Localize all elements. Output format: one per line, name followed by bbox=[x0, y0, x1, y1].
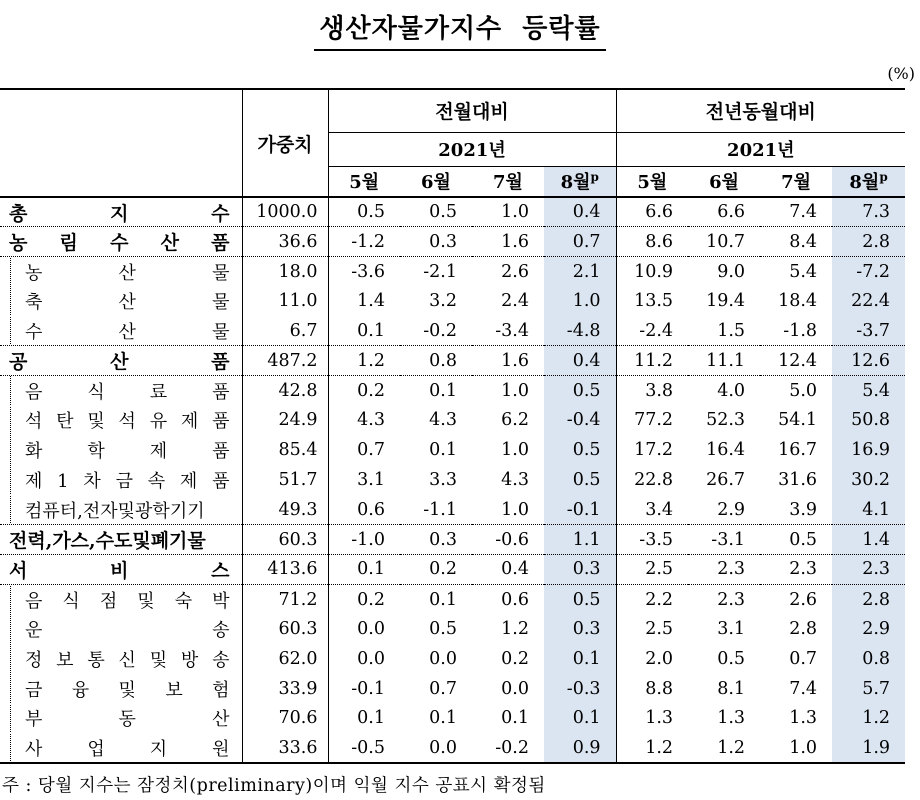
footnote: 주 : 당월 지수는 잠정치(preliminary)이며 익월 지수 공표시 확정됨 bbox=[2, 776, 546, 797]
cell-mom-jul: -3.4 bbox=[495, 320, 529, 341]
cell-mom-may: 0.1 bbox=[357, 320, 385, 341]
cell-mom-aug-prelim: -0.4 bbox=[544, 406, 616, 436]
cell-yoy-aug-prelim: 22.4 bbox=[832, 286, 905, 316]
ppi-table bbox=[0, 88, 905, 764]
prelim-superscript: p bbox=[590, 170, 599, 185]
cell-weight: 11.0 bbox=[242, 286, 328, 316]
cell-mom-aug-prelim: -4.8 bbox=[544, 316, 616, 346]
cell-weight: 42.8 bbox=[242, 376, 328, 406]
cell-mom-aug-prelim: 0.4 bbox=[544, 346, 616, 376]
cell-mom-jul: 2.4 bbox=[501, 291, 529, 312]
cell-mom-jun: -1.1 bbox=[423, 499, 457, 520]
table-row bbox=[0, 316, 905, 346]
year-header-mom: 2021년 bbox=[328, 132, 616, 166]
cell-yoy-jul: 18.4 bbox=[778, 291, 818, 312]
row-label: 농 림 수 산 품 bbox=[0, 227, 242, 257]
cell-weight: 6.7 bbox=[242, 316, 328, 346]
cell-mom-jul: 0.4 bbox=[472, 555, 544, 585]
cell-yoy-may: 1.3 bbox=[645, 708, 674, 729]
cell-mom-may: 0.6 bbox=[357, 499, 385, 520]
cell-mom-jul: -0.2 bbox=[495, 737, 529, 758]
month-header-yoy-jul: 7월 bbox=[760, 166, 832, 197]
cell-yoy-may: 1.2 bbox=[645, 737, 674, 758]
row-label: 제 1 차 금 속 제 품 bbox=[0, 465, 242, 495]
cell-yoy-jul: 54.1 bbox=[778, 410, 818, 431]
cell-yoy-jun: 11.1 bbox=[688, 346, 760, 376]
cell-mom-aug-prelim: 0.1 bbox=[544, 704, 616, 734]
cell-weight: 71.2 bbox=[242, 584, 328, 614]
cell-mom-jun: -0.2 bbox=[423, 320, 457, 341]
table-row bbox=[0, 704, 905, 734]
cell-yoy-may: 6.6 bbox=[645, 202, 674, 223]
cell-mom-may: -1.2 bbox=[328, 227, 400, 257]
row-label: 음 식 료 품 bbox=[0, 376, 242, 406]
cell-mom-may: 1.2 bbox=[328, 346, 400, 376]
table-row bbox=[0, 406, 905, 436]
table-row bbox=[0, 465, 905, 495]
cell-mom-jul: 1.2 bbox=[501, 619, 529, 640]
group-header-yoy: 전년동월대비 bbox=[616, 89, 905, 132]
cell-yoy-may: 2.0 bbox=[645, 648, 674, 669]
cell-yoy-may: 8.8 bbox=[645, 678, 674, 699]
month-header-mom-aug-prelim bbox=[544, 166, 616, 197]
cell-yoy-jul: 0.7 bbox=[789, 648, 818, 669]
unit-label: (%) bbox=[887, 64, 915, 83]
cell-mom-jul: 1.0 bbox=[501, 440, 529, 461]
cell-yoy-jun: 8.1 bbox=[717, 678, 746, 699]
cell-mom-jun: -2.1 bbox=[400, 257, 472, 287]
cell-mom-jul: 0.6 bbox=[472, 584, 544, 614]
table-row bbox=[0, 197, 905, 227]
cell-mom-may: 0.1 bbox=[328, 555, 400, 585]
cell-mom-jul: 6.2 bbox=[501, 410, 529, 431]
cell-yoy-aug-prelim: 2.8 bbox=[832, 584, 905, 614]
cell-yoy-may: 22.8 bbox=[634, 470, 674, 491]
cell-yoy-jun: 52.3 bbox=[706, 410, 746, 431]
cell-mom-may: -0.1 bbox=[351, 678, 385, 699]
cell-yoy-aug-prelim: -3.7 bbox=[832, 316, 905, 346]
cell-mom-aug-prelim: 1.1 bbox=[544, 525, 616, 555]
cell-mom-aug-prelim: 2.1 bbox=[544, 257, 616, 287]
cell-mom-jul: -0.6 bbox=[472, 525, 544, 555]
cell-yoy-aug-prelim: 30.2 bbox=[832, 465, 905, 495]
cell-yoy-jul: 0.5 bbox=[760, 525, 832, 555]
cell-mom-aug-prelim: -0.1 bbox=[544, 495, 616, 525]
cell-yoy-jun: 1.5 bbox=[717, 320, 746, 341]
cell-yoy-may: 2.5 bbox=[616, 555, 688, 585]
cell-mom-jun: 4.3 bbox=[429, 410, 457, 431]
cell-mom-jul: 0.1 bbox=[501, 708, 529, 729]
cell-yoy-may: 2.5 bbox=[645, 619, 674, 640]
cell-mom-jul: 1.6 bbox=[472, 346, 544, 376]
cell-yoy-aug-prelim: 2.8 bbox=[832, 227, 905, 257]
row-label: 부 동 산 bbox=[0, 704, 242, 734]
cell-mom-aug-prelim: 0.5 bbox=[544, 435, 616, 465]
cell-mom-aug-prelim: 0.4 bbox=[544, 197, 616, 227]
month-label: 8월 bbox=[560, 172, 591, 194]
cell-mom-jun: 0.7 bbox=[429, 678, 457, 699]
row-label: 정 보 통 신 및 방 송 bbox=[0, 644, 242, 674]
table-row bbox=[0, 525, 905, 555]
cell-mom-jul: 1.0 bbox=[472, 376, 544, 406]
cell-yoy-aug-prelim: 16.9 bbox=[832, 435, 905, 465]
month-header-yoy-jun: 6월 bbox=[688, 166, 760, 197]
cell-yoy-jul: 31.6 bbox=[778, 470, 818, 491]
cell-mom-may: -1.0 bbox=[328, 525, 400, 555]
row-label: 금 융 및 보 험 bbox=[0, 674, 242, 704]
cell-mom-aug-prelim: 0.5 bbox=[544, 584, 616, 614]
cell-yoy-aug-prelim: 4.1 bbox=[832, 495, 905, 525]
cell-yoy-jul: 1.3 bbox=[789, 708, 818, 729]
row-label: 축 산 물 bbox=[0, 286, 242, 316]
cell-mom-aug-prelim: -0.3 bbox=[544, 674, 616, 704]
cell-yoy-may: 3.8 bbox=[616, 376, 688, 406]
cell-mom-jun: 0.8 bbox=[400, 346, 472, 376]
month-header-mom-jun: 6월 bbox=[400, 166, 472, 197]
cell-weight: 85.4 bbox=[242, 435, 328, 465]
cell-yoy-aug-prelim: 50.8 bbox=[832, 406, 905, 436]
cell-mom-jul: 4.3 bbox=[501, 470, 529, 491]
cell-yoy-aug-prelim: 5.4 bbox=[832, 376, 905, 406]
cell-yoy-jun: 9.0 bbox=[688, 257, 760, 287]
table-row bbox=[0, 584, 905, 614]
cell-yoy-jun: 16.4 bbox=[706, 440, 746, 461]
page-title: 생산자물가지수 등락률 bbox=[314, 6, 605, 51]
cell-weight: 18.0 bbox=[242, 257, 328, 287]
cell-mom-jun: 0.2 bbox=[400, 555, 472, 585]
cell-yoy-jun: 2.3 bbox=[688, 584, 760, 614]
cell-yoy-jul: 2.6 bbox=[760, 584, 832, 614]
cell-yoy-jul: 5.0 bbox=[760, 376, 832, 406]
table-row bbox=[0, 614, 905, 644]
cell-mom-may: 4.3 bbox=[357, 410, 385, 431]
cell-mom-jun: 0.3 bbox=[400, 525, 472, 555]
row-label: 사 업 지 원 bbox=[0, 733, 242, 763]
cell-mom-jun: 0.1 bbox=[429, 708, 457, 729]
cell-yoy-may: 13.5 bbox=[634, 291, 674, 312]
cell-mom-aug-prelim: 1.0 bbox=[544, 286, 616, 316]
cell-mom-aug-prelim: 0.7 bbox=[544, 227, 616, 257]
title-wrap bbox=[0, 6, 920, 52]
cell-mom-jun: 0.0 bbox=[429, 737, 457, 758]
cell-yoy-aug-prelim: 1.9 bbox=[832, 733, 905, 763]
cell-mom-jun: 0.3 bbox=[400, 227, 472, 257]
cell-yoy-aug-prelim: -7.2 bbox=[832, 257, 905, 287]
cell-weight: 70.6 bbox=[242, 704, 328, 734]
month-header-mom-jul: 7월 bbox=[472, 166, 544, 197]
cell-mom-jun: 0.1 bbox=[400, 376, 472, 406]
cell-yoy-aug-prelim: 0.8 bbox=[832, 644, 905, 674]
year-header-yoy: 2021년 bbox=[616, 132, 905, 166]
cell-yoy-jul: -1.8 bbox=[783, 320, 818, 341]
month-header-mom-may: 5월 bbox=[328, 166, 400, 197]
cell-yoy-jun: 26.7 bbox=[706, 470, 746, 491]
cell-yoy-may: 17.2 bbox=[634, 440, 674, 461]
cell-weight: 62.0 bbox=[242, 644, 328, 674]
cell-yoy-jun: 19.4 bbox=[706, 291, 746, 312]
table-row bbox=[0, 286, 905, 316]
cell-yoy-jul: 16.7 bbox=[778, 440, 818, 461]
row-label: 총 지 수 bbox=[0, 197, 242, 227]
cell-yoy-aug-prelim: 12.6 bbox=[832, 346, 905, 376]
cell-yoy-may: -3.5 bbox=[616, 525, 688, 555]
row-label: 전력,가스,수도및폐기물 bbox=[0, 525, 242, 555]
cell-yoy-jun: 0.5 bbox=[717, 648, 746, 669]
cell-yoy-aug-prelim: 5.7 bbox=[832, 674, 905, 704]
row-label: 석 탄 및 석 유 제 품 bbox=[0, 406, 242, 436]
cell-weight: 49.3 bbox=[242, 495, 328, 525]
cell-yoy-aug-prelim: 2.9 bbox=[832, 614, 905, 644]
cell-mom-may: 0.2 bbox=[328, 584, 400, 614]
cell-mom-jul: 0.2 bbox=[501, 648, 529, 669]
cell-yoy-jun: -3.1 bbox=[688, 525, 760, 555]
cell-yoy-jul: 2.3 bbox=[760, 555, 832, 585]
cell-yoy-aug-prelim: 7.3 bbox=[832, 197, 905, 227]
cell-mom-jun: 3.2 bbox=[429, 291, 457, 312]
cell-yoy-may: 77.2 bbox=[634, 410, 674, 431]
cell-yoy-jun: 3.1 bbox=[717, 619, 746, 640]
cell-mom-aug-prelim: 0.3 bbox=[544, 614, 616, 644]
table-row bbox=[0, 376, 905, 406]
cell-mom-may: 0.7 bbox=[357, 440, 385, 461]
cell-weight: 33.9 bbox=[242, 674, 328, 704]
cell-mom-aug-prelim: 0.9 bbox=[544, 733, 616, 763]
cell-mom-jun: 0.1 bbox=[429, 440, 457, 461]
month-header-yoy-may: 5월 bbox=[616, 166, 688, 197]
row-label: 서 비 스 bbox=[0, 555, 242, 585]
table-row bbox=[0, 435, 905, 465]
table-body bbox=[0, 197, 905, 763]
cell-weight: 36.6 bbox=[242, 227, 328, 257]
cell-mom-jun: 0.0 bbox=[429, 648, 457, 669]
weight-column-header: 가중치 bbox=[242, 89, 328, 197]
cell-weight: 60.3 bbox=[242, 614, 328, 644]
group-header-mom: 전월대비 bbox=[328, 89, 616, 132]
cell-yoy-jun: 1.3 bbox=[717, 708, 746, 729]
cell-yoy-jul: 8.4 bbox=[760, 227, 832, 257]
month-header-yoy-aug-prelim bbox=[832, 166, 905, 197]
cell-yoy-jun: 2.9 bbox=[717, 499, 746, 520]
row-label: 음 식 점 및 숙 박 bbox=[0, 584, 242, 614]
cell-mom-jul: 1.0 bbox=[501, 202, 529, 223]
cell-mom-jun: 0.5 bbox=[429, 619, 457, 640]
cell-mom-jun: 0.1 bbox=[400, 584, 472, 614]
cell-yoy-may: 8.6 bbox=[616, 227, 688, 257]
cell-yoy-may: -2.4 bbox=[639, 320, 674, 341]
cell-weight: 413.6 bbox=[242, 555, 328, 585]
table-row bbox=[0, 227, 905, 257]
cell-mom-may: 0.0 bbox=[357, 648, 385, 669]
row-label: 화 학 제 품 bbox=[0, 435, 242, 465]
row-label: 농 산 물 bbox=[0, 257, 242, 287]
cell-weight: 24.9 bbox=[242, 406, 328, 436]
cell-yoy-jun: 10.7 bbox=[688, 227, 760, 257]
cell-weight: 487.2 bbox=[242, 346, 328, 376]
cell-yoy-jun: 2.3 bbox=[688, 555, 760, 585]
cell-yoy-jul: 2.8 bbox=[789, 619, 818, 640]
cell-mom-may: 0.5 bbox=[357, 202, 385, 223]
table-row bbox=[0, 495, 905, 525]
cell-yoy-jun: 6.6 bbox=[717, 202, 746, 223]
cell-yoy-may: 3.4 bbox=[645, 499, 674, 520]
table-row bbox=[0, 644, 905, 674]
cell-yoy-jul: 5.4 bbox=[760, 257, 832, 287]
cell-mom-jun: 0.5 bbox=[429, 202, 457, 223]
month-label: 8월 bbox=[849, 172, 880, 194]
cell-yoy-jun: 4.0 bbox=[688, 376, 760, 406]
row-label: 컴퓨터,전자및광학기기 bbox=[0, 495, 242, 525]
table-row bbox=[0, 346, 905, 376]
row-label: 공 산 품 bbox=[0, 346, 242, 376]
cell-yoy-jul: 7.4 bbox=[789, 202, 818, 223]
table-row bbox=[0, 733, 905, 763]
cell-yoy-may: 2.2 bbox=[616, 584, 688, 614]
cell-mom-jul: 2.6 bbox=[472, 257, 544, 287]
prelim-superscript: p bbox=[879, 170, 888, 185]
cell-mom-may: -0.5 bbox=[351, 737, 385, 758]
table-row bbox=[0, 555, 905, 585]
cell-yoy-jul: 3.9 bbox=[789, 499, 818, 520]
cell-yoy-may: 10.9 bbox=[616, 257, 688, 287]
cell-weight: 1000.0 bbox=[242, 197, 328, 227]
cell-mom-may: 0.0 bbox=[357, 619, 385, 640]
table-header bbox=[0, 89, 905, 197]
cell-mom-jul: 1.0 bbox=[501, 499, 529, 520]
cell-weight: 60.3 bbox=[242, 525, 328, 555]
cell-mom-may: 1.4 bbox=[357, 291, 385, 312]
cell-mom-aug-prelim: 0.5 bbox=[544, 465, 616, 495]
cell-yoy-aug-prelim: 1.2 bbox=[832, 704, 905, 734]
cell-weight: 33.6 bbox=[242, 733, 328, 763]
row-label: 운 송 bbox=[0, 614, 242, 644]
cell-yoy-aug-prelim: 1.4 bbox=[832, 525, 905, 555]
cell-mom-aug-prelim: 0.3 bbox=[544, 555, 616, 585]
cell-mom-may: 0.2 bbox=[328, 376, 400, 406]
table-row bbox=[0, 257, 905, 287]
cell-mom-may: 3.1 bbox=[357, 470, 385, 491]
cell-yoy-jul: 7.4 bbox=[789, 678, 818, 699]
corner-cell bbox=[0, 89, 242, 197]
cell-yoy-may: 11.2 bbox=[616, 346, 688, 376]
cell-weight: 51.7 bbox=[242, 465, 328, 495]
cell-mom-may: -3.6 bbox=[328, 257, 400, 287]
cell-mom-aug-prelim: 0.5 bbox=[544, 376, 616, 406]
cell-yoy-jun: 1.2 bbox=[717, 737, 746, 758]
cell-yoy-jul: 1.0 bbox=[789, 737, 818, 758]
cell-mom-jul: 1.6 bbox=[472, 227, 544, 257]
cell-mom-may: 0.1 bbox=[357, 708, 385, 729]
cell-mom-jun: 3.3 bbox=[429, 470, 457, 491]
cell-mom-jul: 0.0 bbox=[501, 678, 529, 699]
cell-yoy-jul: 12.4 bbox=[760, 346, 832, 376]
cell-yoy-aug-prelim: 2.3 bbox=[832, 555, 905, 585]
cell-mom-aug-prelim: 0.1 bbox=[544, 644, 616, 674]
table-row bbox=[0, 674, 905, 704]
row-label: 수 산 물 bbox=[0, 316, 242, 346]
